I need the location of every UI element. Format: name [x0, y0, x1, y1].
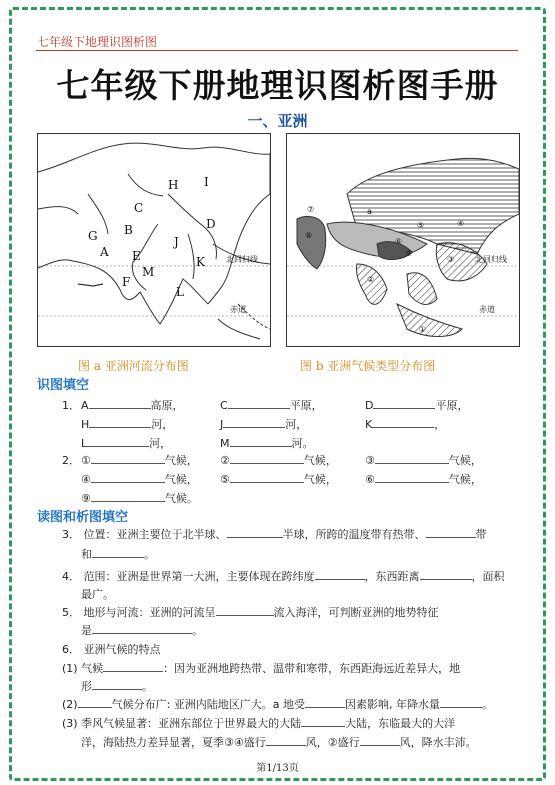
q2-item-label: ⑨	[81, 492, 91, 505]
map-a-label-H: H	[168, 178, 179, 192]
q2-answer-blank[interactable]	[375, 452, 449, 464]
map-a-caption: 图 a 亚洲河流分布图	[78, 359, 189, 373]
q6-p2-text-b: 气候分布广: 亚洲内陆地区广大。a 地受	[111, 698, 306, 711]
q6-p2-text-c: 因素影响, 年降水量	[345, 698, 441, 711]
map-b-label-5: ⑧	[305, 231, 313, 240]
running-title: 七年级下地理识图析图	[37, 35, 158, 49]
q5-blank-2[interactable]	[92, 622, 192, 634]
q4-blank-1[interactable]	[315, 568, 365, 580]
q6-part-1-line-2	[81, 678, 153, 694]
q6-p3-text-c: 洋，海陆热力差异显著，夏季③④盛行	[81, 736, 266, 749]
q6-p3-text-b: 大陆，东临最大的大洋	[345, 717, 456, 730]
q2-item-suffix: 气候，	[164, 454, 198, 467]
map-a-label-F: F	[122, 275, 131, 289]
q6-p2-text-d: 。	[482, 698, 494, 711]
map-a-label-B: B	[124, 223, 133, 237]
q2-answer-blank[interactable]	[91, 471, 165, 483]
q4-blank-2[interactable]	[420, 568, 472, 580]
q1-item-label: A	[81, 399, 89, 412]
q3-text-d: 和	[81, 548, 92, 561]
q6-p2-text-a: (2)	[62, 698, 78, 711]
map-b-label-7: ⑨	[405, 249, 413, 258]
map-a-label-J: J	[174, 235, 179, 249]
q2-item-suffix: 气候，	[303, 473, 337, 486]
q1-item	[365, 416, 445, 432]
question-6	[62, 641, 161, 657]
q3-blank-1[interactable]	[227, 526, 283, 538]
q6-part-3-line-2	[81, 734, 477, 750]
q1-item-label: K	[365, 418, 373, 431]
q1-item	[365, 397, 468, 413]
q5-text-d: 。	[192, 624, 203, 637]
q2-answer-blank[interactable]	[91, 452, 165, 464]
q2-item-suffix: 气候，	[164, 473, 198, 486]
map-b-label-2: a	[367, 207, 372, 216]
q1-item	[220, 416, 307, 432]
q1-item	[220, 435, 314, 451]
q6-number: 6．	[62, 643, 80, 656]
q6-p3-blank-3[interactable]	[360, 734, 400, 746]
q6-p3-blank-1[interactable]	[301, 715, 345, 727]
q1-answer-blank[interactable]	[89, 397, 151, 409]
q5-text-a: 地形与河流：亚洲的河流呈	[83, 606, 216, 619]
q1-item-suffix: ，	[434, 418, 446, 431]
map-asia-rivers	[37, 133, 271, 347]
q1-item-suffix: 河，	[285, 418, 308, 431]
q6-p1-text-a: (1) 气候	[62, 662, 104, 675]
q1-item-label: H	[81, 418, 90, 431]
q6-p2-blank-3[interactable]	[440, 696, 482, 708]
q1-item	[81, 397, 184, 413]
q2-item-label: ⑤	[220, 473, 230, 486]
q3-number: 3．	[62, 528, 80, 541]
q1-item-label: J	[220, 418, 224, 431]
q6-p1-blank-1[interactable]	[103, 660, 163, 672]
q2-item	[220, 452, 337, 468]
question-5	[62, 604, 439, 620]
q2-item	[365, 452, 482, 468]
map-a-label-I: I	[204, 175, 209, 189]
question-5-line-2	[81, 622, 203, 638]
q1-item-label: M	[220, 437, 230, 450]
map-a-label-C: C	[134, 201, 144, 215]
q4-text-c: ，面积	[471, 570, 505, 583]
q3-blank-3[interactable]	[92, 546, 144, 558]
q3-text-b: 半球，所跨的温度带有热带、	[282, 528, 426, 541]
q2-item-label: ⑥	[365, 473, 375, 486]
q1-item-label: L	[81, 437, 88, 450]
map-b-label-1: ⑦	[307, 205, 315, 214]
q1-answer-blank[interactable]	[89, 416, 151, 428]
q2-item-suffix: 气候。	[164, 492, 198, 505]
q2-item-suffix: 气候，	[448, 473, 482, 486]
q4-text-b: ，东西距离	[364, 570, 420, 583]
q6-p1-text-c: 形	[81, 680, 92, 693]
q6-part-2	[62, 696, 493, 712]
map-a-label-K: K	[196, 255, 205, 269]
map-b-label-6: ⑥	[395, 237, 403, 246]
q1-item-suffix: 平原，	[289, 399, 323, 412]
q6-p3-text-d: 风，②盛行	[305, 736, 360, 749]
q6-p1-blank-2[interactable]	[92, 678, 142, 690]
q6-p1-text-d: 。	[142, 680, 153, 693]
q2-item	[365, 471, 482, 487]
map-a-label-E: E	[132, 249, 141, 263]
q2-item-label: ③	[365, 454, 375, 467]
q6-p1-text-b: ：因为亚洲地跨热带、温带和寒带，东西距海远近差异大，地	[163, 662, 461, 675]
map-asia-climate	[286, 133, 520, 347]
q3-text-e: 。	[144, 548, 155, 561]
q6-p2-blank-1[interactable]	[78, 696, 112, 708]
q4-number: 4．	[62, 570, 80, 583]
page-title: 七年级下册地理识图析图手册	[56, 66, 499, 105]
q5-text-b: 流入海洋，可判断亚洲的地势特征	[273, 606, 439, 619]
q2-item-label: ②	[220, 454, 230, 467]
q1-number: 1．	[62, 399, 80, 412]
map-b-label-10: ①	[419, 325, 427, 334]
q4-text-a: 范围：亚洲是世界第一大洲，主要体现在跨纬度	[83, 570, 315, 583]
q6-p2-blank-2[interactable]	[305, 696, 345, 708]
q2-item	[81, 471, 198, 487]
map-a-label-G: G	[88, 229, 98, 243]
map-a-label-D: D	[206, 217, 216, 231]
question-3	[62, 526, 487, 542]
header-divider	[36, 50, 518, 51]
map-b-label-4: ④	[457, 219, 465, 228]
q1-item	[220, 397, 323, 413]
q1-item-suffix: 高原，	[150, 399, 184, 412]
tropic-label-a: 北回归线	[226, 255, 258, 264]
q1-item	[81, 416, 173, 432]
q2-item	[81, 490, 198, 506]
fill-section-title: 识图填空	[37, 378, 90, 393]
q1-answer-blank[interactable]	[87, 435, 149, 447]
map-b-label-8: ③	[447, 255, 455, 264]
q1-item-label: D	[365, 399, 374, 412]
q2-answer-blank[interactable]	[230, 471, 304, 483]
map-b-caption: 图 b 亚洲气候类型分布图	[300, 359, 436, 373]
map-a-label-L: L	[176, 285, 184, 299]
q1-answer-blank[interactable]	[230, 435, 292, 447]
q1-answer-blank[interactable]	[223, 416, 285, 428]
q2-item	[81, 452, 198, 468]
q2-item-suffix: 气候，	[448, 454, 482, 467]
q1-item-suffix: 平原，	[435, 399, 469, 412]
q1-item	[81, 435, 171, 451]
q2-item	[220, 471, 337, 487]
q6-p3-text-e: 风，降水丰沛。	[399, 736, 477, 749]
q6-p3-blank-2[interactable]	[266, 734, 306, 746]
q2-item-label: ①	[81, 454, 91, 467]
q5-number: 5．	[62, 606, 80, 619]
q6-part-1	[62, 660, 460, 676]
equator-label-a: 赤道	[230, 305, 246, 314]
q2-item-label: ④	[81, 473, 91, 486]
q2-answer-blank[interactable]	[230, 452, 304, 464]
q5-text-c: 是	[81, 624, 92, 637]
q1-item-label: C	[220, 399, 228, 412]
q1-item-suffix: 河，	[149, 437, 172, 450]
question-4	[62, 568, 505, 584]
q2-number: 2．	[62, 454, 80, 467]
page-number: 第1/13页	[256, 763, 299, 774]
q6-p3-text-a: (3) 季风气候显著：亚洲东部位于世界最大的大陆	[62, 717, 302, 730]
q2-answer-blank[interactable]	[375, 471, 449, 483]
map-a-label-M: M	[142, 265, 155, 279]
q5-blank-1[interactable]	[216, 604, 274, 616]
section-title: 一、亚洲	[247, 112, 308, 130]
map-a-label-A: A	[100, 245, 109, 259]
q3-blank-2[interactable]	[426, 526, 476, 538]
q3-text-a: 位置：亚洲主要位于北半球、	[83, 528, 227, 541]
map-b-label-3: ⑤	[417, 221, 425, 230]
q2-item-suffix: 气候，	[303, 454, 337, 467]
analysis-section-title: 读图和析图填空	[37, 510, 129, 525]
question-3-line-2	[81, 546, 155, 562]
q1-item-suffix: 河。	[291, 437, 314, 450]
q2-answer-blank[interactable]	[91, 490, 165, 502]
q1-answer-blank[interactable]	[372, 416, 434, 428]
q1-answer-blank[interactable]	[373, 397, 435, 409]
q1-item-suffix: 河，	[151, 418, 174, 431]
q3-text-c: 带	[475, 528, 487, 541]
q1-answer-blank[interactable]	[228, 397, 290, 409]
tropic-label-b: 北回归线	[475, 255, 507, 264]
map-b-label-9: ②	[367, 275, 375, 284]
equator-label-b: 赤道	[479, 305, 495, 314]
q6-title: 亚洲气候的特点	[83, 643, 161, 656]
q4-text-d: 最广。	[81, 588, 114, 601]
q6-part-3	[62, 715, 455, 731]
